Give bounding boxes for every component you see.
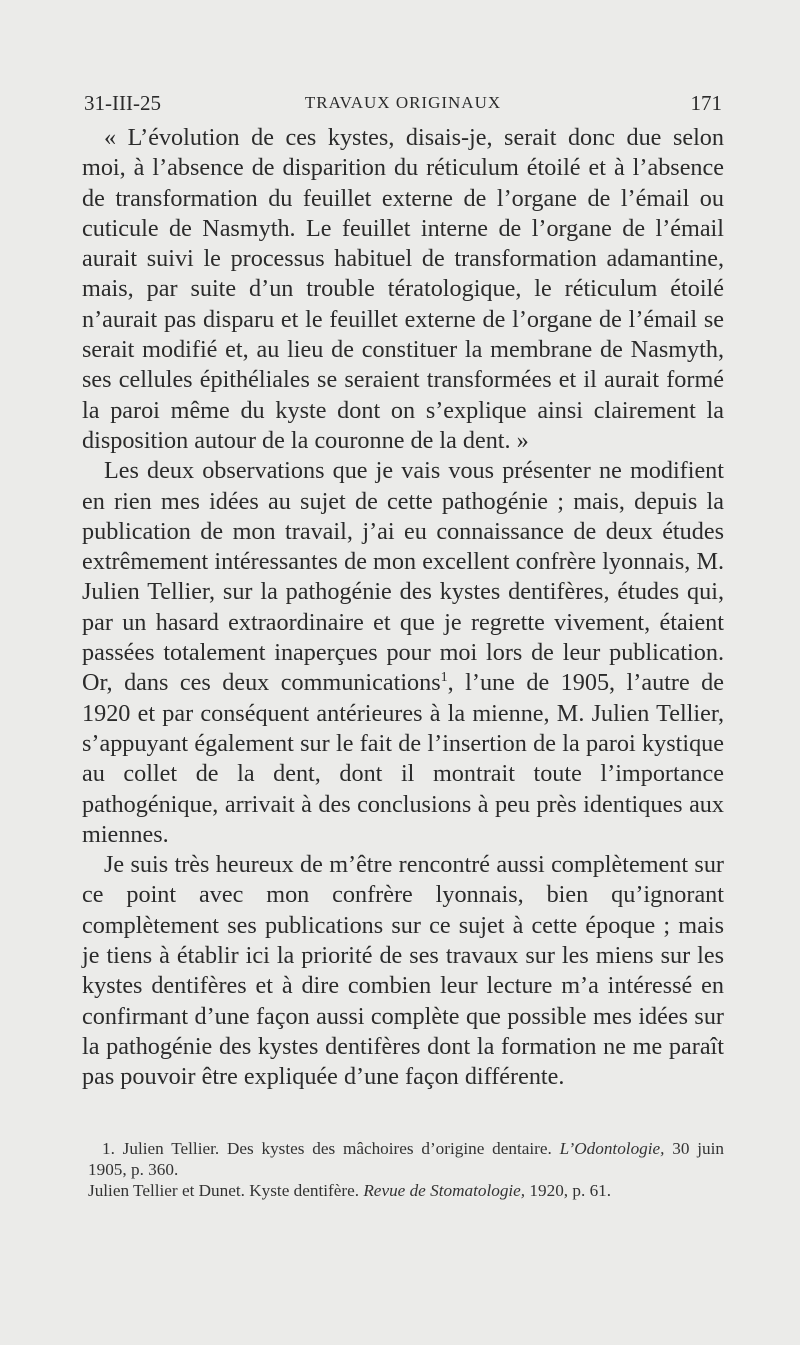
paragraph-observations — [82, 456, 724, 850]
section-title: TRAVAUX ORIGINAUX — [304, 93, 502, 112]
footnote-2 — [88, 1180, 724, 1201]
footnote-1-marker: 1. — [102, 1139, 115, 1158]
issue-date: 31-III-25 — [84, 91, 161, 115]
footnote-2-text: Julien Tellier et Dunet. Kyste dentifère. — [88, 1181, 364, 1200]
paragraph-conclusion: Je suis très heureux de m’être rencontré aussi complètement sur ce point avec mon confrère lyonnais, bien qu’ignorant complètement ses publications sur ce sujet à cette époque ; mais je tiens à établir ici la priorité de ses travaux sur les miens sur les kystes dentifères et à dire combien leur lecture m’a intéressé en confirmant d’une façon aussi complète que possible mes idées sur la pathogénie des kystes dentifères dont la formation ne me paraît pas pouvoir être expliquée d’une façon différente. — [82, 851, 724, 1091]
page-number: 171 — [690, 91, 722, 115]
main-text — [82, 123, 724, 1093]
paragraph-observations-part2: , l’une de 1905, l’autre de 1920 et par conséquent antérieures à la mienne, M. Julien Tellier, s’appuyant également sur le fait de l’insertion de la paroi kystique au collet de la dent, dont il montrait toute l’importance pathogénique, arrivait à des conclusions à peu près identiques aux miennes. — [82, 669, 724, 848]
footnote-1-text: Julien Tellier. Des kystes des mâchoires d’origine dentaire. — [114, 1139, 560, 1158]
paragraph-quote: « L’évolution de ces kystes, disais-je, serait donc due selon moi, à l’absence de disparition du réticulum étoilé et à l’absence de transformation du feuillet externe de l’organe de l’émail ou cuticule de Nasmyth. Le feuillet interne de l’organe de l’émail aurait suivi le processus habituel de transformation adamantine, mais, par suite d’un trouble tératologique, le réticulum étoilé n’aurait pas disparu et le feuillet externe de l’organe de l’émail se serait modifié et, au lieu de constituer la membrane de Nasmyth, ses cellules épithéliales se seraient transformées et il aurait formé la paroi même du kyste dont on s’explique ainsi clairement la disposition autour de la couronne de la dent. » — [82, 124, 724, 454]
running-head — [84, 88, 722, 118]
footnote-1-date: 30 juin 1905, p. 360. — [88, 1139, 724, 1179]
footnote-1 — [88, 1138, 724, 1180]
footnote-1-journal: L’Odontologie, — [559, 1139, 665, 1158]
footnotes — [88, 1138, 724, 1201]
footnote-2-journal: Revue de Stomatologie, — [363, 1181, 526, 1200]
footnote-reference: 1 — [440, 670, 448, 686]
footnote-2-date: 1920, p. 61. — [525, 1181, 612, 1200]
paragraph-observations-part1: Les deux observations que je vais vous présenter ne modifient en rien mes idées au sujet de cette pathogénie ; mais, depuis la publication de mon travail, j’ai eu connaissance de deux études extrêmement intéressantes de mon excellent confrère lyonnais, M. Julien Tellier, sur la pathogénie des kystes dentifères, études qui, par un hasard extraordinaire et que je regrette vivement, étaient passées totalement inaperçues pour moi lors de leur publication. Or, dans ces deux communications — [82, 457, 724, 697]
